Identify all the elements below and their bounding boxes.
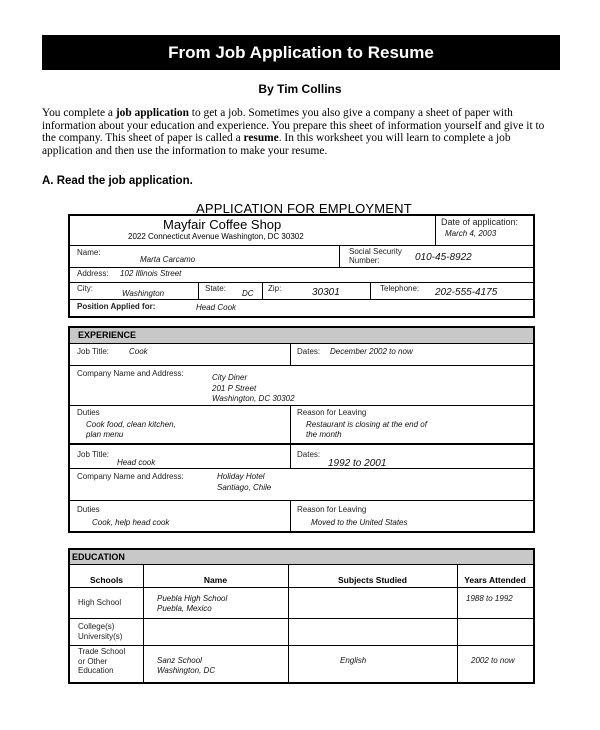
address-value: 102 Illinois Street: [120, 269, 182, 278]
ssn-label: Social Security Number:: [349, 247, 402, 265]
city-value: Washington: [122, 289, 165, 298]
edu-row-school: Trade School or Other Education: [78, 647, 126, 675]
address-label: Address:: [77, 269, 109, 278]
position-label: Position Applied for:: [77, 302, 156, 311]
state-label: State:: [205, 284, 226, 293]
job1-reason-value: Restaurant is closing at the end of the month: [306, 420, 427, 439]
job2-duties-value: Cook, help head cook: [92, 518, 170, 527]
edu-row-years: 1988 to 1992: [466, 594, 513, 603]
column-schools: Schools: [89, 575, 124, 585]
job1-dates-label: Dates:: [297, 347, 321, 356]
date-value: March 4, 2003: [445, 229, 497, 238]
page-title: From Job Application to Resume: [42, 35, 560, 70]
job1-dates-value: December 2002 to now: [330, 347, 413, 356]
edu-row-school: High School: [78, 598, 122, 607]
job1-title-value: Cook: [129, 347, 148, 356]
job2-title-label: Job Title:: [77, 450, 110, 459]
job1-reason-label: Reason for Leaving: [297, 408, 367, 417]
ssn-value: 010-45-8922: [415, 252, 472, 263]
job2-company-value: Holiday Hotel Santiago, Chile: [217, 472, 272, 492]
job2-company-label: Company Name and Address:: [77, 472, 184, 481]
intro-text-3: . In this worksheet you will learn to complete a job application and then use the information to make your resume.: [42, 132, 511, 157]
company-name: Mayfair Coffee Shop: [163, 217, 282, 232]
intro-bold-job-application: job application: [115, 107, 189, 119]
zip-label: Zip:: [268, 284, 282, 293]
name-label: Name:: [77, 248, 101, 257]
education-heading: EDUCATION: [70, 550, 533, 564]
column-name: Name: [203, 575, 228, 585]
edu-row-name: Puebla High School Puebla, Mexico: [157, 594, 228, 613]
zip-value: 30301: [312, 287, 340, 298]
intro-paragraph: [42, 107, 558, 157]
phone-value: 202-555-4175: [435, 287, 498, 298]
section-a-heading: A. Read the job application.: [42, 175, 193, 187]
education-section: [68, 548, 535, 684]
job2-reason-value: Moved to the United States: [311, 518, 408, 527]
edu-row-name: Sanz School Washington, DC: [157, 656, 216, 675]
byline: By Tim Collins: [258, 82, 342, 96]
job1-title-label: Job Title:: [77, 347, 110, 356]
position-value: Head Cook: [196, 303, 237, 312]
job2-reason-label: Reason for Leaving: [297, 505, 367, 514]
job1-duties-label: Duties: [77, 408, 100, 417]
column-years: Years Attended: [464, 575, 526, 585]
experience-heading: EXPERIENCE: [70, 328, 533, 343]
state-value: DC: [242, 289, 254, 298]
intro-text-2: to get a job. Sometimes you also give a company a sheet of paper with information about your education and experience. You prepare this sheet of information yourself and give it to the company. This sheet of paper is called a: [42, 107, 545, 144]
job2-dates-value: 1992 to 2001: [328, 458, 387, 469]
edu-row-subjects: English: [340, 656, 367, 665]
job2-dates-label: Dates:: [297, 450, 321, 459]
application-heading: APPLICATION FOR EMPLOYMENT: [196, 201, 412, 216]
intro-bold-resume: resume: [243, 132, 279, 144]
job1-company-label: Company Name and Address:: [77, 369, 184, 378]
job1-duties-value: Cook food, clean kitchen, plan menu: [86, 420, 176, 439]
city-label: City:: [77, 284, 93, 293]
job1-company-value: City Diner 201 P Street Washington, DC 30302: [212, 373, 295, 403]
edu-row-years: 2002 to now: [471, 656, 515, 665]
date-label: Date of application:: [441, 217, 519, 227]
intro-text-1: You complete a: [42, 107, 116, 119]
name-value: Marta Carcamo: [140, 255, 196, 264]
phone-label: Telephone:: [380, 284, 420, 293]
column-subjects: Subjects Studied: [338, 575, 407, 585]
job2-title-value: Head cook: [117, 458, 156, 467]
job2-duties-label: Duties: [77, 505, 100, 514]
company-address: 2022 Connecticut Avenue Washington, DC 30302: [128, 232, 304, 241]
edu-row-school: College(s) University(s): [78, 622, 123, 641]
